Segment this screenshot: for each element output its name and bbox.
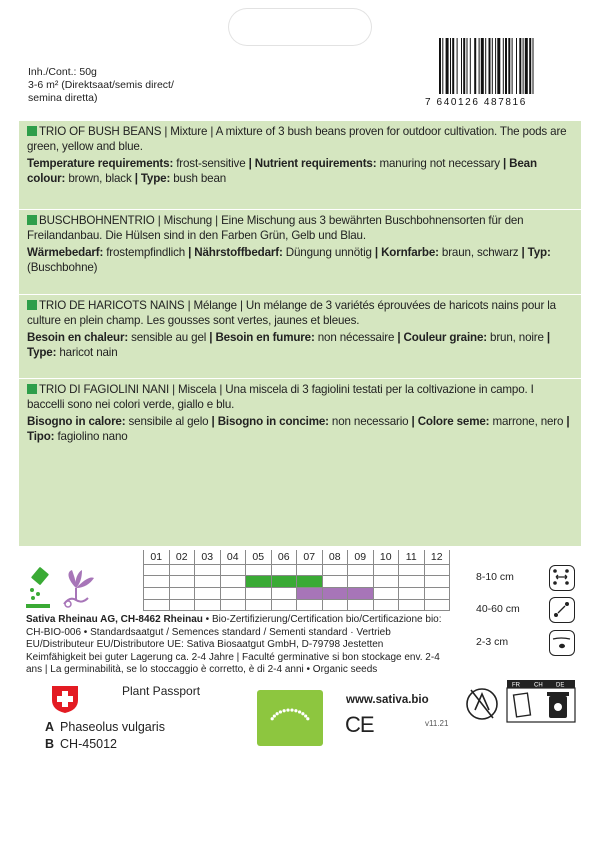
- calendar-empty-cell: [373, 600, 399, 611]
- sowing-cell: [195, 576, 221, 588]
- bin-label-de: DE: [556, 682, 565, 689]
- it-type-key: | Tipo:: [27, 415, 570, 443]
- disposal-bins-icon: [503, 680, 579, 724]
- sowing-cell: [399, 576, 425, 588]
- month-label: 02: [169, 550, 195, 565]
- germination-text: Keimfähigkeit bei guter Lagerung ca. 2-4 Jahre | Faculté germinative si bon stockage env. 2-4 ans | La germinabilità, se lo stoccaggio è corretto, è di 2-4 anni • Organic seeds: [26, 651, 440, 675]
- month-label: 12: [424, 550, 450, 565]
- barcode: [437, 38, 557, 94]
- website-url: www.sativa.bio: [346, 694, 429, 706]
- calendar-empty-cell: [322, 565, 348, 576]
- calendar-empty-cell: [424, 565, 450, 576]
- calendar-empty-cell: [399, 565, 425, 576]
- fr-temp-value: sensible au gel: [128, 331, 210, 344]
- passport-species: [45, 720, 165, 734]
- de-temp-value: frostempfindlich: [103, 246, 189, 259]
- en-temp-value: frost-sensitive: [173, 157, 249, 170]
- fr-nutrient-value: non nécessaire: [314, 331, 398, 344]
- sowing-cell: [297, 576, 323, 588]
- calendar-empty-cell: [220, 600, 246, 611]
- it-nutrient-key: | Bisogno in concime:: [211, 415, 329, 428]
- certification-text: • Bio-Zertifizierung/Certification bio/Certificazione bio: CH-BIO-006 • Standardsaatgut / Semences standard / Sementi standard · Vertrieb EU/Distributeur EU/Distributore UE: Sativa Biosaatgut GmbH, D-79798 Jestetten: [26, 614, 442, 650]
- hang-hole: [228, 8, 372, 46]
- calendar-empty-cell: [144, 565, 170, 576]
- passport-b-label: B: [45, 737, 55, 751]
- harvest-cell: [271, 588, 297, 600]
- section-it: [19, 378, 581, 546]
- plant-spacing-icon: [549, 597, 575, 623]
- section-marker-icon: [27, 384, 37, 394]
- de-nutrient-value: Düngung unnötig: [282, 246, 375, 259]
- sowing-cell: [271, 576, 297, 588]
- calendar-empty-cell: [195, 600, 221, 611]
- en-title: TRIO OF BUSH BEANS: [39, 125, 162, 138]
- section-fr: [19, 294, 581, 378]
- it-temp-key: Bisogno in calore:: [27, 415, 126, 428]
- sowing-cell: [246, 576, 272, 588]
- description-panel: [19, 121, 581, 546]
- sowing-calendar: [143, 550, 450, 611]
- ce-mark: CE: [345, 712, 374, 737]
- month-label: 08: [322, 550, 348, 565]
- en-type-value: bush bean: [170, 172, 227, 185]
- calendar-empty-cell: [271, 565, 297, 576]
- section-de: [19, 209, 581, 294]
- harvest-cell: [195, 588, 221, 600]
- de-description: | Mischung | Eine Mischung aus 3 bewährten Buschbohnensorten für den Freilandanbau. Die Hülsen sind in den Farben Grün, Gelb und Blau.: [27, 214, 524, 242]
- fr-temp-key: Besoin en chaleur:: [27, 331, 129, 344]
- fr-type-key: | Type:: [27, 331, 550, 359]
- passport-a-value: Phaseolus vulgaris: [60, 720, 165, 734]
- month-label: 11: [399, 550, 425, 565]
- calendar-empty-cell: [169, 565, 195, 576]
- row-spacing-icon: [549, 565, 575, 591]
- version-code: v11.21: [425, 719, 449, 728]
- sowing-harvest-icons: [24, 566, 98, 610]
- it-type-value: fagiolino nano: [54, 430, 128, 443]
- harvest-cell: [246, 588, 272, 600]
- month-label: 01: [144, 550, 170, 565]
- harvest-cell: [297, 588, 323, 600]
- sowing-area-cont: semina diretta): [28, 92, 98, 104]
- company-name: Sativa Rheinau AG, CH-8462 Rheinau: [26, 614, 203, 625]
- month-label: 03: [195, 550, 221, 565]
- en-description: | Mixture | A mixture of 3 bush beans proven for outdoor cultivation. The pods are green, yellow and blue.: [27, 125, 567, 153]
- calendar-empty-cell: [348, 600, 374, 611]
- bin-label-ch: CH: [534, 682, 543, 689]
- month-label: 09: [348, 550, 374, 565]
- it-colour-key: | Colore seme:: [411, 415, 490, 428]
- it-colour-value: marrone, nero: [489, 415, 567, 428]
- harvest-cell: [144, 588, 170, 600]
- de-colour-value: braun, schwarz: [438, 246, 522, 259]
- row-spacing-value: 8-10 cm: [476, 571, 514, 583]
- fr-description: | Mélange | Un mélange de 3 variétés éprouvées de haricots nains pour la culture en plein champ. Les gousses sont vertes, jaunes et bleues.: [27, 299, 556, 327]
- fr-type-value: haricot nain: [56, 346, 118, 359]
- sowing-cell: [144, 576, 170, 588]
- en-nutrient-value: manuring not necessary: [376, 157, 503, 170]
- harvest-cell: [220, 588, 246, 600]
- calendar-empty-cell: [246, 565, 272, 576]
- harvest-cell: [348, 588, 374, 600]
- plant-passport-title: Plant Passport: [122, 684, 201, 698]
- section-marker-icon: [27, 300, 37, 310]
- calendar-empty-cell: [424, 600, 450, 611]
- fr-title: TRIO DE HARICOTS NAINS: [39, 299, 185, 312]
- sowing-cell: [373, 576, 399, 588]
- bin-label-fr: FR: [512, 682, 520, 689]
- calendar-empty-cell: [195, 565, 221, 576]
- en-colour-value: brown, black: [65, 172, 135, 185]
- en-type-key: | Type:: [134, 172, 171, 185]
- month-label: 06: [271, 550, 297, 565]
- harvest-cell: [424, 588, 450, 600]
- content-weight: Inh./Cont.: 50g: [28, 66, 97, 78]
- section-marker-icon: [27, 215, 37, 225]
- it-nutrient-value: non necessario: [328, 415, 412, 428]
- swiss-flag-icon: [50, 684, 80, 714]
- calendar-empty-cell: [246, 600, 272, 611]
- sowing-depth-value: 2-3 cm: [476, 636, 509, 648]
- it-temp-value: sensibile al gelo: [125, 415, 212, 428]
- calendar-empty-cell: [297, 600, 323, 611]
- sowing-cell: [220, 576, 246, 588]
- sowing-cell: [169, 576, 195, 588]
- en-temp-key: Temperature requirements:: [27, 157, 174, 170]
- fr-colour-key: | Couleur graine:: [397, 331, 487, 344]
- calendar-empty-cell: [271, 600, 297, 611]
- month-label: 05: [246, 550, 272, 565]
- fr-nutrient-key: | Besoin en fumure:: [209, 331, 315, 344]
- recycling-icon: [465, 682, 499, 726]
- en-colour-key: | Bean colour:: [27, 157, 537, 185]
- passport-a-label: A: [45, 720, 55, 734]
- en-nutrient-key: | Nutrient requirements:: [248, 157, 377, 170]
- harvest-cell: [322, 588, 348, 600]
- passport-b-value: CH-45012: [60, 737, 118, 751]
- it-description: | Miscela | Una miscela di 3 fagiolini testati per la coltivazione in campo. I baccelli sono nei colori verde, giallo e blu.: [27, 383, 534, 411]
- sowing-depth-icon: [549, 630, 575, 656]
- fr-colour-value: brun, noire: [486, 331, 547, 344]
- barcode-number: 7 640126 487816: [425, 97, 527, 108]
- de-nutrient-key: | Nährstoffbedarf:: [188, 246, 283, 259]
- section-en: [19, 121, 581, 209]
- sowing-cell: [322, 576, 348, 588]
- sowing-cell: [348, 576, 374, 588]
- calendar-empty-cell: [169, 600, 195, 611]
- month-label: 04: [220, 550, 246, 565]
- de-colour-key: | Kornfarbe:: [374, 246, 439, 259]
- month-label: 10: [373, 550, 399, 565]
- calendar-empty-cell: [348, 565, 374, 576]
- calendar-empty-cell: [322, 600, 348, 611]
- packet-contents: [28, 66, 174, 105]
- sowing-icon: [26, 567, 50, 608]
- harvest-cell: [169, 588, 195, 600]
- de-type-key: | Typ:: [521, 246, 551, 259]
- calendar-empty-cell: [399, 600, 425, 611]
- de-title: BUSCHBOHNENTRIO: [39, 214, 155, 227]
- calendar-empty-cell: [373, 565, 399, 576]
- eu-organic-logo: [257, 690, 323, 746]
- it-title: TRIO DI FAGIOLINI NANI: [39, 383, 170, 396]
- de-temp-key: Wärmebedarf:: [27, 246, 104, 259]
- passport-registration: [45, 737, 117, 751]
- sowing-area: 3-6 m² (Direktsaat/semis direct/: [28, 79, 174, 91]
- harvest-cell: [373, 588, 399, 600]
- harvest-cell: [399, 588, 425, 600]
- calendar-empty-cell: [297, 565, 323, 576]
- plant-spacing-value: 40-60 cm: [476, 603, 520, 615]
- section-marker-icon: [27, 126, 37, 136]
- calendar-empty-cell: [144, 600, 170, 611]
- calendar-empty-cell: [220, 565, 246, 576]
- month-label: 07: [297, 550, 323, 565]
- de-type-value: (Buschbohne): [27, 261, 98, 274]
- harvest-icon: [64, 570, 94, 607]
- sowing-cell: [424, 576, 450, 588]
- company-info: [26, 614, 454, 677]
